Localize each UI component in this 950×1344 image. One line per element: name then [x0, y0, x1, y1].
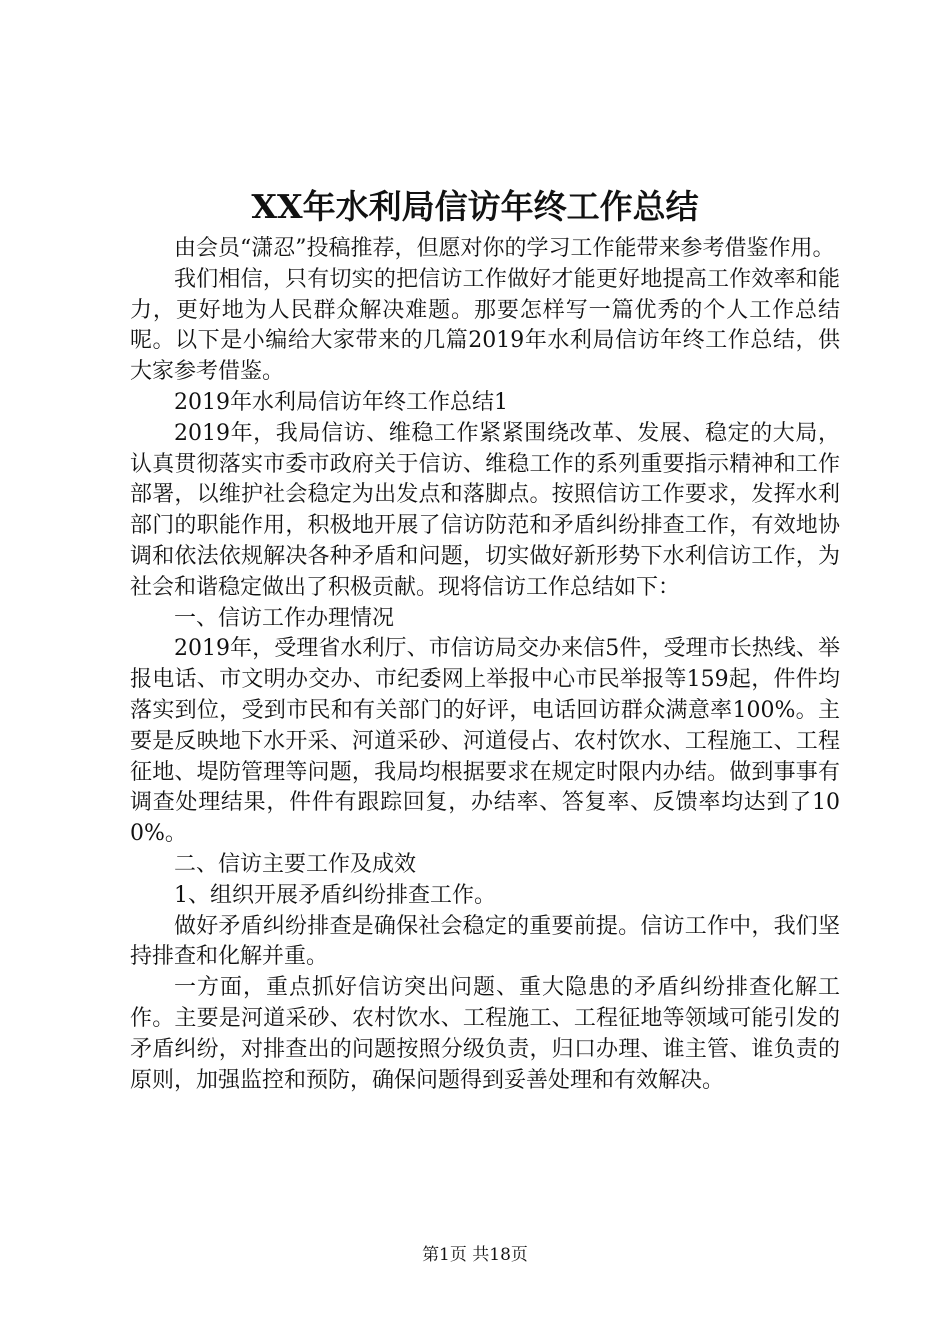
- paragraph-handling: 2019年，受理省水利厅、市信访局交办来信5件，受理市长热线、举报电话、市文明办交办、市纪委网上举报中心市民举报等159起，件件均落实到位，受到市民和有关部门的好评，电话回访群众满意率100%。主要是反映地下水开采、河道采砂、河道侵占、农村饮水、工程施工、工程征地、堤防管理等问题，我局均根据要求在规定时限内办结。做到事事有调查处理结果，件件有跟踪回复，办结率、答复率、反馈率均达到了100%。: [130, 636, 840, 847]
- document-title: XX年水利局信访年终工作总结: [251, 187, 699, 226]
- subsection-heading-dispute-check: 1、组织开展矛盾纠纷排查工作。: [174, 882, 496, 908]
- section-heading-handling: 一、信访工作办理情况: [174, 605, 395, 631]
- paragraph-preface: 我们相信，只有切实的把信访工作做好才能更好地提高工作效率和能力，更好地为人民群众解决难题。那要怎样写一篇优秀的个人工作总结呢。以下是小编给大家带来的几篇2019年水利局信访年终工作总结，供大家参考借鉴。: [130, 266, 840, 385]
- paragraph-overview: 2019年，我局信访、维稳工作紧紧围绕改革、发展、稳定的大局，认真贯彻落实市委市政府关于信访、维稳工作的系列重要指示精神和工作部署，以维护社会稳定为出发点和落脚点。按照信访工作要求，发挥水利部门的职能作用，积极地开展了信访防范和矛盾纠纷排查工作，有效地协调和依法依规解决各种矛盾和问题，切实做好新形势下水利信访工作，为社会和谐稳定做出了积极贡献。现将信访工作总结如下：: [130, 420, 840, 600]
- paragraph-intro: 由会员“潇忍”投稿推荐，但愿对你的学习工作能带来参考借鉴作用。: [174, 236, 835, 261]
- section-heading-summary-1: 2019年水利局信访年终工作总结1: [174, 389, 508, 415]
- paragraph-one-aspect: 一方面，重点抓好信访突出问题、重大隐患的矛盾纠纷排查化解工作。主要是河道采砂、农村饮水、工程施工、工程征地等领域可能引发的矛盾纠纷，对排查出的问题按照分级负责，归口办理、谁主管、谁负责的原则，加强监控和预防，确保问题得到妥善处理和有效解决。: [130, 975, 840, 1093]
- section-heading-main-work: 二、信访主要工作及成效: [174, 851, 417, 877]
- page-footer: 第1页 共18页: [422, 1245, 528, 1265]
- document-body: [130, 234, 840, 1096]
- paragraph-dispute-check: 做好矛盾纠纷排查是确保社会稳定的重要前提。信访工作中，我们坚持排查和化解并重。: [130, 913, 840, 970]
